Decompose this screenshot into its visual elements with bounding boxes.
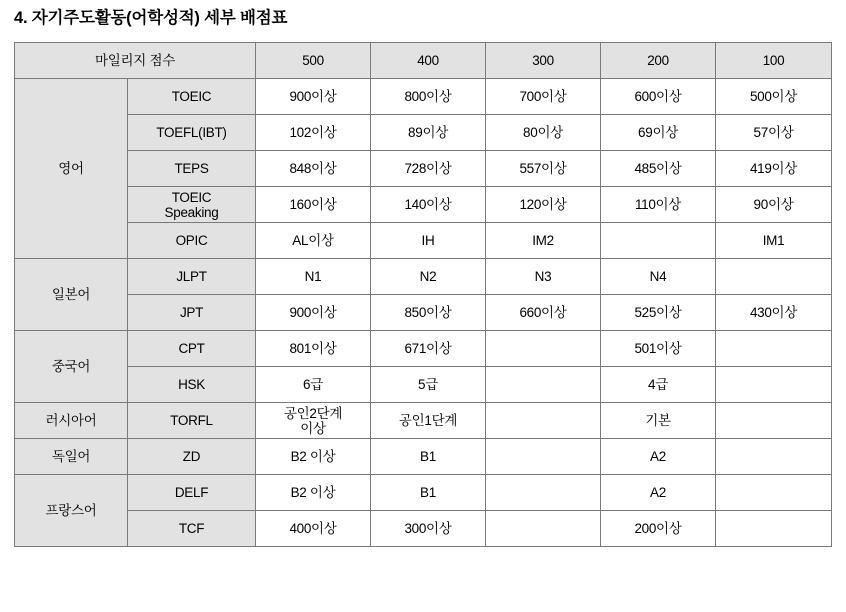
cell-teps-100: 419이상 [716,151,832,187]
header-score-400: 400 [371,43,486,79]
cell-toeicspeaking-200: 110이상 [601,187,716,223]
cell-zd-200: A2 [601,439,716,475]
language-german: 독일어 [15,439,128,475]
cell-hsk-500: 6급 [256,367,371,403]
table-row [15,331,832,367]
cell-jpt-300: 660이상 [486,295,601,331]
test-delf: DELF [128,475,256,511]
cell-toeic-300: 700이상 [486,79,601,115]
cell-toeicspeaking-500: 160이상 [256,187,371,223]
cell-jlpt-300: N3 [486,259,601,295]
cell-hsk-100 [716,367,832,403]
cell-hsk-200: 4급 [601,367,716,403]
language-chinese: 중국어 [15,331,128,403]
header-score-200: 200 [601,43,716,79]
cell-zd-100 [716,439,832,475]
table-row [15,439,832,475]
cell-hsk-300 [486,367,601,403]
cell-torfl-500-line1: 공인2단계 [283,405,343,421]
cell-toeicspeaking-100: 90이상 [716,187,832,223]
test-toeic-speaking-line1: TOEIC [171,189,212,205]
cell-jlpt-400: N2 [371,259,486,295]
cell-jlpt-100 [716,259,832,295]
cell-opic-500: AL이상 [256,223,371,259]
cell-hsk-400: 5급 [371,367,486,403]
cell-toeic-400: 800이상 [371,79,486,115]
cell-toeic-200: 600이상 [601,79,716,115]
cell-opic-300: IM2 [486,223,601,259]
cell-delf-500: B2 이상 [256,475,371,511]
cell-opic-200 [601,223,716,259]
cell-zd-500: B2 이상 [256,439,371,475]
table-header-row [15,43,832,79]
cell-jlpt-500: N1 [256,259,371,295]
page-title: 4. 자기주도활동(어학성적) 세부 배점표 [14,9,288,27]
cell-delf-200: A2 [601,475,716,511]
cell-delf-300 [486,475,601,511]
cell-toeic-100: 500이상 [716,79,832,115]
cell-jpt-200: 525이상 [601,295,716,331]
cell-torfl-300 [486,403,601,439]
test-toeic-speaking [128,187,256,223]
cell-toeicspeaking-400: 140이상 [371,187,486,223]
cell-tcf-500: 400이상 [256,511,371,547]
cell-jlpt-200: N4 [601,259,716,295]
cell-teps-200: 485이상 [601,151,716,187]
test-hsk: HSK [128,367,256,403]
cell-tcf-200: 200이상 [601,511,716,547]
cell-toeic-500: 900이상 [256,79,371,115]
header-score-100: 100 [716,43,832,79]
cell-torfl-400: 공인1단계 [371,403,486,439]
test-opic: OPIC [128,223,256,259]
cell-jpt-100: 430이상 [716,295,832,331]
cell-torfl-200: 기본 [601,403,716,439]
test-cpt: CPT [128,331,256,367]
cell-teps-500: 848이상 [256,151,371,187]
table-row [15,367,832,403]
table-row [15,403,832,439]
cell-toeicspeaking-300: 120이상 [486,187,601,223]
cell-cpt-400: 671이상 [371,331,486,367]
table-row [15,187,832,223]
table-row [15,115,832,151]
table-row [15,151,832,187]
language-japanese: 일본어 [15,259,128,331]
cell-toefl-500: 102이상 [256,115,371,151]
cell-torfl-500-line2: 이상 [300,420,326,436]
table-row [15,223,832,259]
header-score-500: 500 [256,43,371,79]
test-jpt: JPT [128,295,256,331]
cell-cpt-100 [716,331,832,367]
table-row [15,295,832,331]
test-torfl: TORFL [128,403,256,439]
table-row [15,79,832,115]
table-row [15,259,832,295]
cell-cpt-200: 501이상 [601,331,716,367]
cell-torfl-500 [256,403,371,439]
cell-toefl-100: 57이상 [716,115,832,151]
cell-toefl-300: 80이상 [486,115,601,151]
language-english: 영어 [15,79,128,259]
cell-delf-100 [716,475,832,511]
cell-opic-100: IM1 [716,223,832,259]
cell-teps-300: 557이상 [486,151,601,187]
header-score-300: 300 [486,43,601,79]
cell-jpt-500: 900이상 [256,295,371,331]
test-teps: TEPS [128,151,256,187]
cell-tcf-400: 300이상 [371,511,486,547]
table-row [15,475,832,511]
cell-jpt-400: 850이상 [371,295,486,331]
cell-cpt-500: 801이상 [256,331,371,367]
test-tcf: TCF [128,511,256,547]
cell-toefl-200: 69이상 [601,115,716,151]
test-jlpt: JLPT [128,259,256,295]
test-zd: ZD [128,439,256,475]
cell-zd-400: B1 [371,439,486,475]
cell-cpt-300 [486,331,601,367]
test-toeic: TOEIC [128,79,256,115]
cell-opic-400: IH [371,223,486,259]
cell-toefl-400: 89이상 [371,115,486,151]
cell-zd-300 [486,439,601,475]
language-french: 프랑스어 [15,475,128,547]
cell-teps-400: 728이상 [371,151,486,187]
cell-tcf-100 [716,511,832,547]
test-toefl-ibt: TOEFL(IBT) [128,115,256,151]
test-toeic-speaking-line2: Speaking [164,204,219,220]
language-russian: 러시아어 [15,403,128,439]
cell-torfl-100 [716,403,832,439]
header-mileage-label: 마일리지 점수 [15,43,256,79]
table-row [15,511,832,547]
language-score-table [14,42,832,547]
cell-tcf-300 [486,511,601,547]
cell-delf-400: B1 [371,475,486,511]
